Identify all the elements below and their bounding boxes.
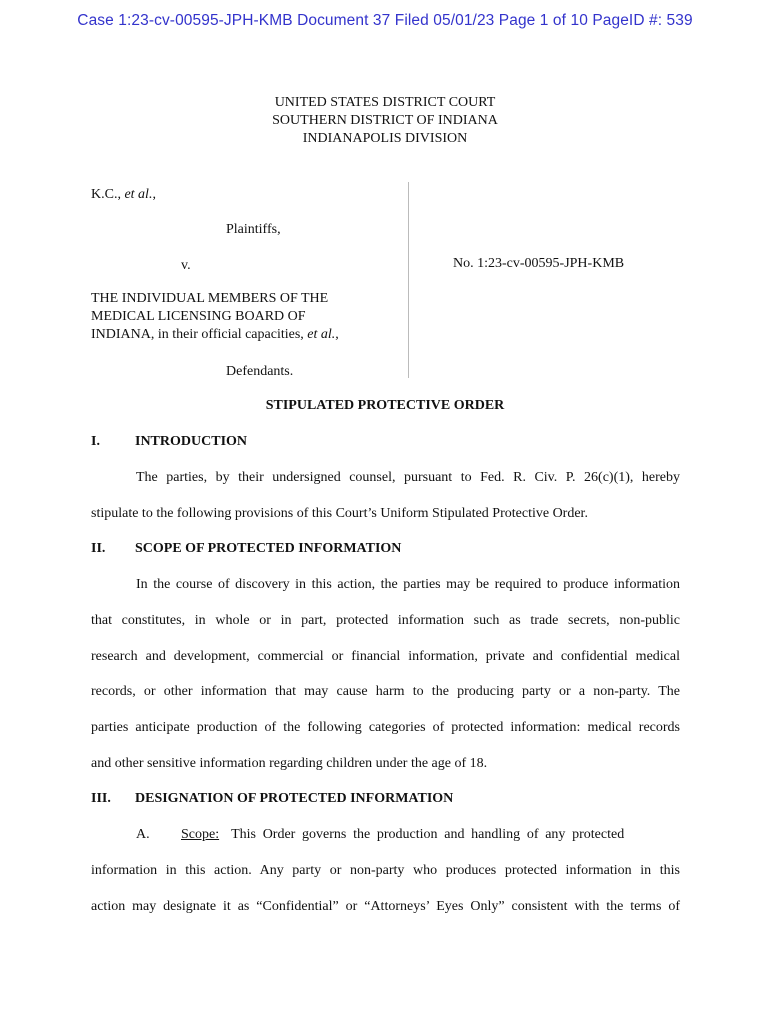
defendant-line-3 — [91, 326, 339, 344]
court-name: UNITED STATES DISTRICT COURT — [274, 95, 496, 110]
plaintiff-name-text: K.C., — [91, 187, 125, 202]
section-2-number: II. — [91, 541, 106, 556]
case-number: No. 1:23-cv-00595-JPH-KMB — [453, 256, 625, 271]
section-1-number: I. — [91, 434, 100, 449]
defendant-line-2: MEDICAL LICENSING BOARD OF — [91, 309, 306, 324]
court-division: INDIANAPOLIS DIVISION — [302, 131, 468, 146]
plaintiffs-label: Plaintiffs, — [226, 222, 281, 237]
s2-line-6: and other sensitive information regarding children under the age of 18. — [91, 756, 488, 771]
section-3-heading — [91, 791, 453, 807]
s2-line-2: that constitutes, in whole or in part, protected information such as trade secrets, non-public — [91, 613, 680, 628]
defendant-line-3-text: INDIANA, in their official capacities, — [91, 327, 308, 342]
defendant-etal: et al. — [307, 327, 336, 342]
ecf-header-stamp: Case 1:23-cv-00595-JPH-KMB Document 37 Filed 05/01/23 Page 1 of 10 PageID #: 539 — [77, 12, 693, 29]
s2-line-1: In the course of discovery in this action, the parties may be required to produce information — [136, 577, 680, 592]
s1-line-2: stipulate to the following provisions of this Court’s Uniform Stipulated Protective Order. — [91, 506, 588, 521]
defendant-comma: , — [335, 327, 339, 342]
s2-line-5: parties anticipate production of the following categories of protected information: medical records — [91, 720, 680, 735]
defendants-label: Defendants. — [226, 364, 294, 379]
s3-line-1: information in this action. Any party or non-party who produces protected information in this — [91, 863, 680, 878]
plaintiff-name — [91, 186, 156, 204]
plaintiff-etal: et al. — [124, 187, 153, 202]
s2-line-4: records, or other information that may cause harm to the producing party or a non-party. The — [91, 684, 680, 699]
defendant-line-1: THE INDIVIDUAL MEMBERS OF THE — [91, 291, 329, 306]
order-title: STIPULATED PROTECTIVE ORDER — [265, 398, 505, 413]
section-2-heading — [91, 541, 401, 557]
plaintiff-comma: , — [152, 187, 156, 202]
s3-sub-a-title: Scope: — [181, 827, 220, 842]
s2-line-3: research and development, commercial or financial information, private and confidential medical — [91, 649, 680, 664]
section-1-title: INTRODUCTION — [135, 434, 248, 449]
defendant-block — [91, 290, 339, 344]
section-3-number: III. — [91, 791, 111, 806]
versus: v. — [181, 258, 191, 273]
s3-sub-a-text: This Order governs the production and handling of any protected — [231, 827, 625, 842]
s3-line-2: action may designate it as “Confidential” or “Attorneys’ Eyes Only” consistent with the terms of — [91, 899, 680, 914]
s3-subsection-a — [136, 827, 680, 843]
court-district: SOUTHERN DISTRICT OF INDIANA — [272, 113, 498, 128]
s3-sub-a-label: A. — [136, 827, 150, 842]
section-1-heading — [91, 434, 247, 450]
caption-divider — [408, 182, 409, 378]
court-heading — [0, 94, 770, 148]
section-3-title: DESIGNATION OF PROTECTED INFORMATION — [135, 791, 454, 806]
section-2-title: SCOPE OF PROTECTED INFORMATION — [135, 541, 402, 556]
s1-line-1: The parties, by their undersigned counsel, pursuant to Fed. R. Civ. P. 26(c)(1), hereby — [136, 470, 680, 485]
